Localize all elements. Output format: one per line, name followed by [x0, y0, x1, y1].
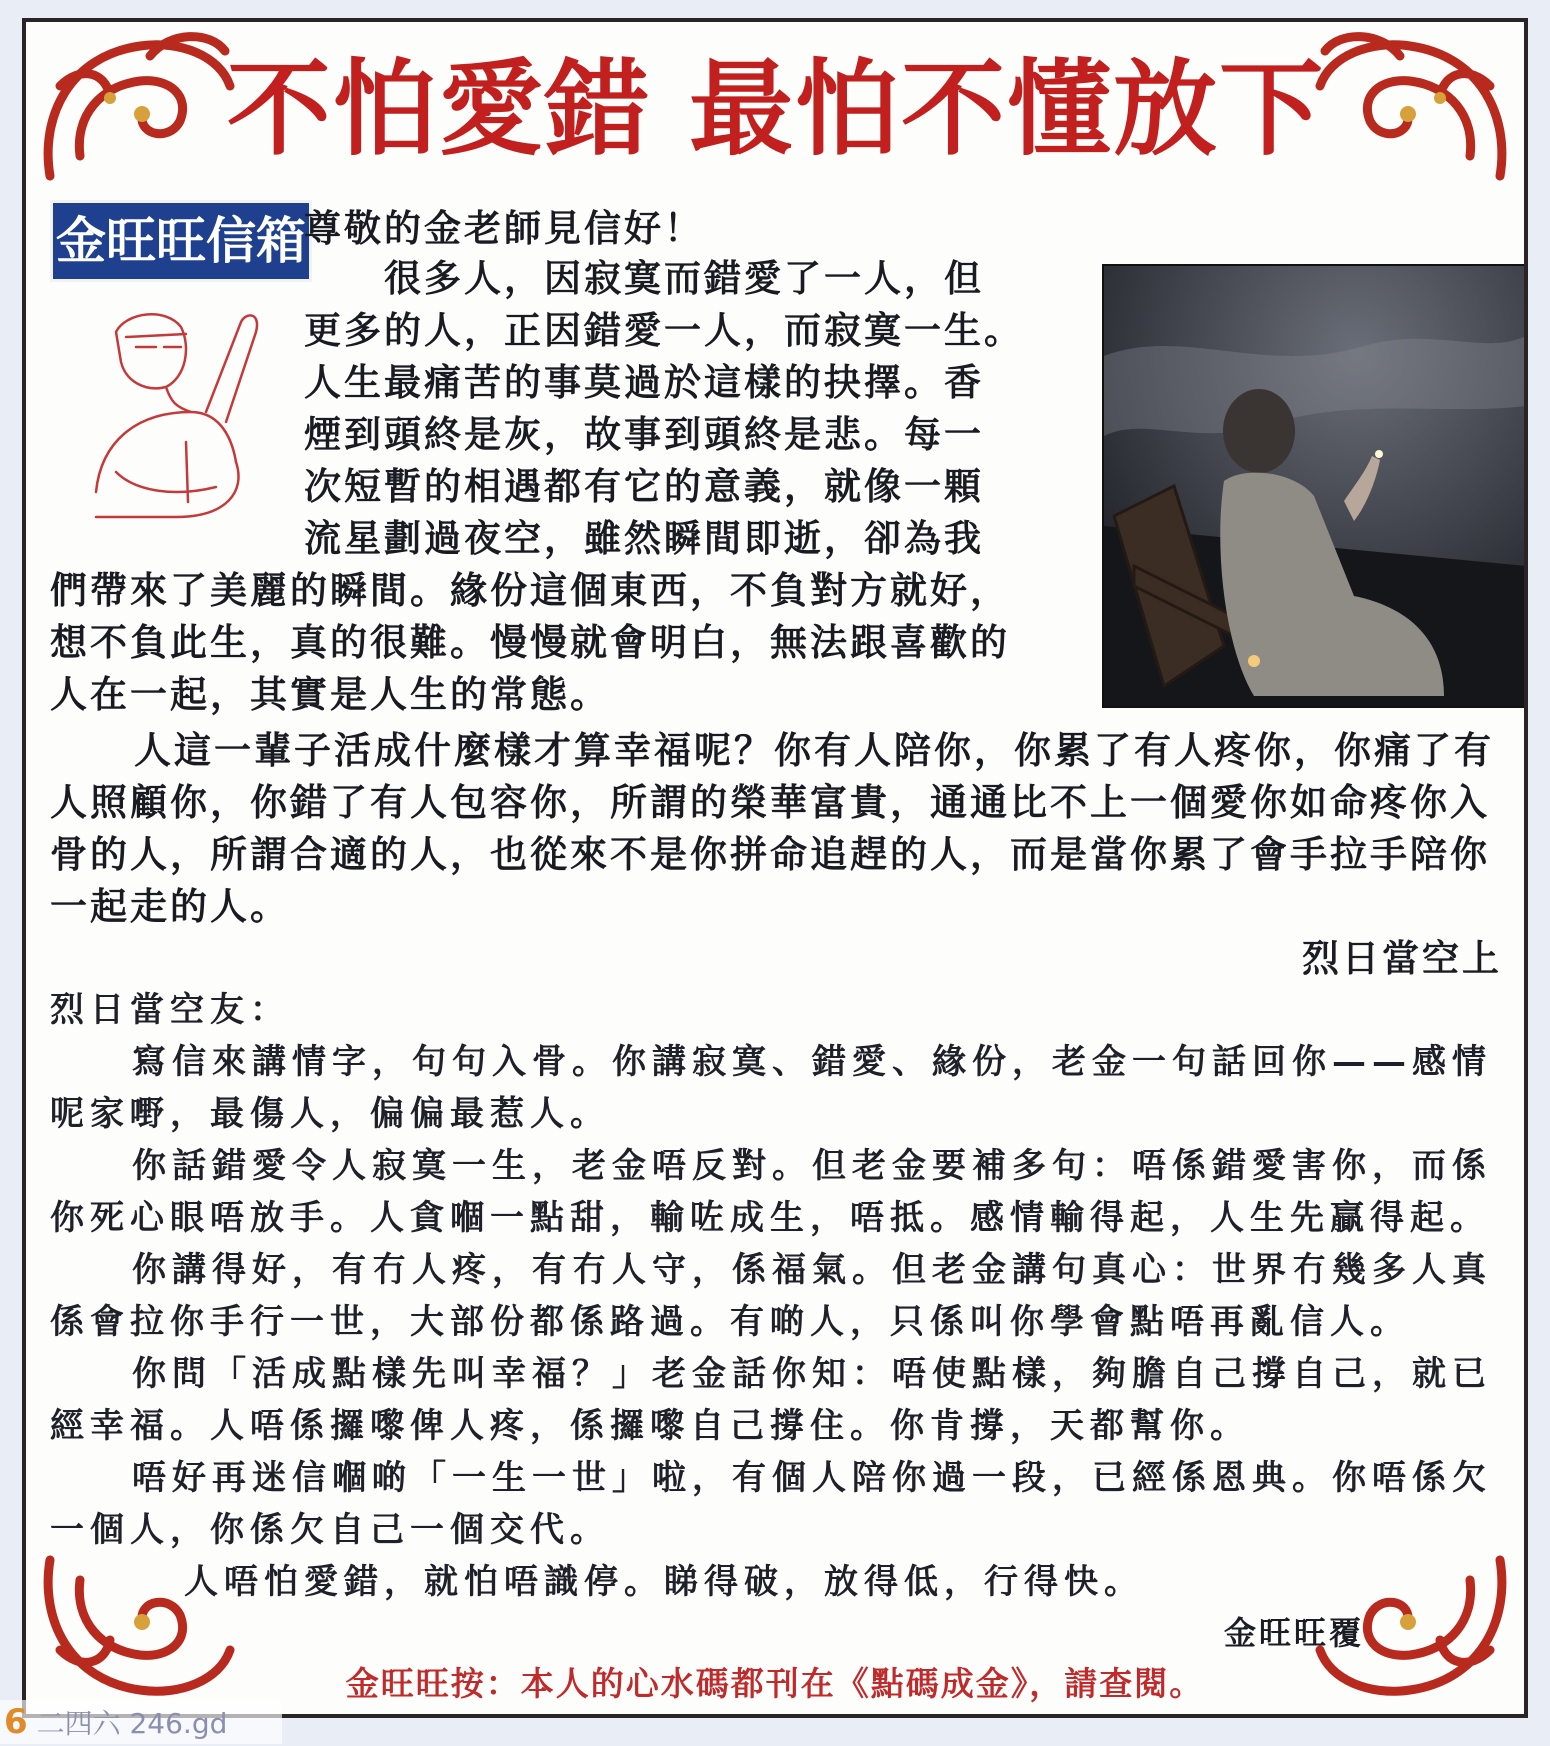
- letter-signature: 烈日當空上: [1302, 936, 1502, 980]
- reply-paragraph: 你話錯愛令人寂寞一生，老金唔反對。但老金要補多句：唔係錯愛害你，而係你死心眼唔放手。人貪嗰一點甜，輸咗成生，唔抵。感情輸得起，人生先贏得起。: [50, 1146, 1492, 1238]
- reply-salutation: 烈日當空友：: [50, 990, 290, 1030]
- reply-paragraph: 人唔怕愛錯，就怕唔識停。睇得破，放得低，行得快。: [184, 1562, 1144, 1602]
- night-bench-photo: [1102, 264, 1528, 708]
- letter-paragraph-2: 人這一輩子活成什麼樣才算幸福呢？你有人陪你，你累了有人疼你，你痛了有人照顧你，你錯了有人包容你，所謂的榮華富貴，通通比不上一個愛你如命疼你入骨的人，所謂合適的人，也從來不是你拼命追趕的人，而是當你累了會手拉手陪你一起走的人。: [50, 728, 1494, 928]
- reply-signature: 金旺旺覆: [1223, 1614, 1364, 1652]
- page-title: 不怕愛錯 最怕不懂放下: [226, 48, 1326, 170]
- reply-paragraph: 寫信來講情字，句句入骨。你講寂寞、錯愛、緣份，老金一句話回你——感情呢家嘢，最傷人，偏偏最惹人。: [50, 1042, 1492, 1134]
- column-badge: 金旺旺信箱: [50, 200, 312, 282]
- corner-ornament-top-left: [30, 26, 240, 196]
- footer-note: 金旺旺按：本人的心水碼都刊在《點碼成金》，請查閱。: [345, 1664, 1205, 1703]
- letter-line: 想不負此生，真的很難。慢慢就會明白，無法跟喜歡的: [50, 620, 1010, 664]
- letter-line: 次短暫的相遇都有它的意義，就像一顆: [304, 464, 984, 508]
- reply-body: [50, 984, 1520, 1608]
- site-watermark: [0, 1700, 282, 1744]
- letter-line: 更多的人，正因錯愛一人，而寂寞一生。: [304, 308, 1024, 352]
- watermark-logo-icon: 6: [4, 1702, 28, 1742]
- letter-line: 流星劃過夜空，雖然瞬間即逝，卻為我: [304, 516, 984, 560]
- letter-line: 們帶來了美麗的瞬間。緣份這個東西，不負對方就好，: [50, 568, 1010, 612]
- letter-greeting: 尊敬的金老師見信好！: [304, 206, 704, 250]
- newspaper-column: [22, 18, 1528, 1718]
- reply-paragraph: 你講得好，有冇人疼，有冇人守，係福氣。但老金講句真心：世界冇幾多人真係會拉你手行一世，大部份都係路過。有啲人，只係叫你學會點唔再亂信人。: [50, 1250, 1492, 1342]
- letter-line: 人生最痛苦的事莫過於這樣的抉擇。香: [304, 360, 984, 404]
- columnist-sketch-image: [56, 292, 316, 532]
- letter-line: 很多人，因寂寞而錯愛了一人，但: [304, 256, 984, 300]
- reply-paragraph: 唔好再迷信嗰啲「一生一世」啦，有個人陪你過一段，已經係恩典。你唔係欠一個人，你係欠自己一個交代。: [50, 1458, 1492, 1550]
- reply-paragraph: 你問「活成點樣先叫幸福？」老金話你知：唔使點樣，夠膽自己撐自己，就已經幸福。人唔係攞嚟俾人疼，係攞嚟自己撐住。你肯撐，天都幫你。: [50, 1354, 1492, 1446]
- corner-ornament-top-right: [1310, 26, 1520, 196]
- letter-line: 煙到頭終是灰，故事到頭終是悲。每一: [304, 412, 984, 456]
- letter-line: 人在一起，其實是人生的常態。: [50, 672, 610, 716]
- watermark-text: 二四六 246.gd: [36, 1707, 228, 1740]
